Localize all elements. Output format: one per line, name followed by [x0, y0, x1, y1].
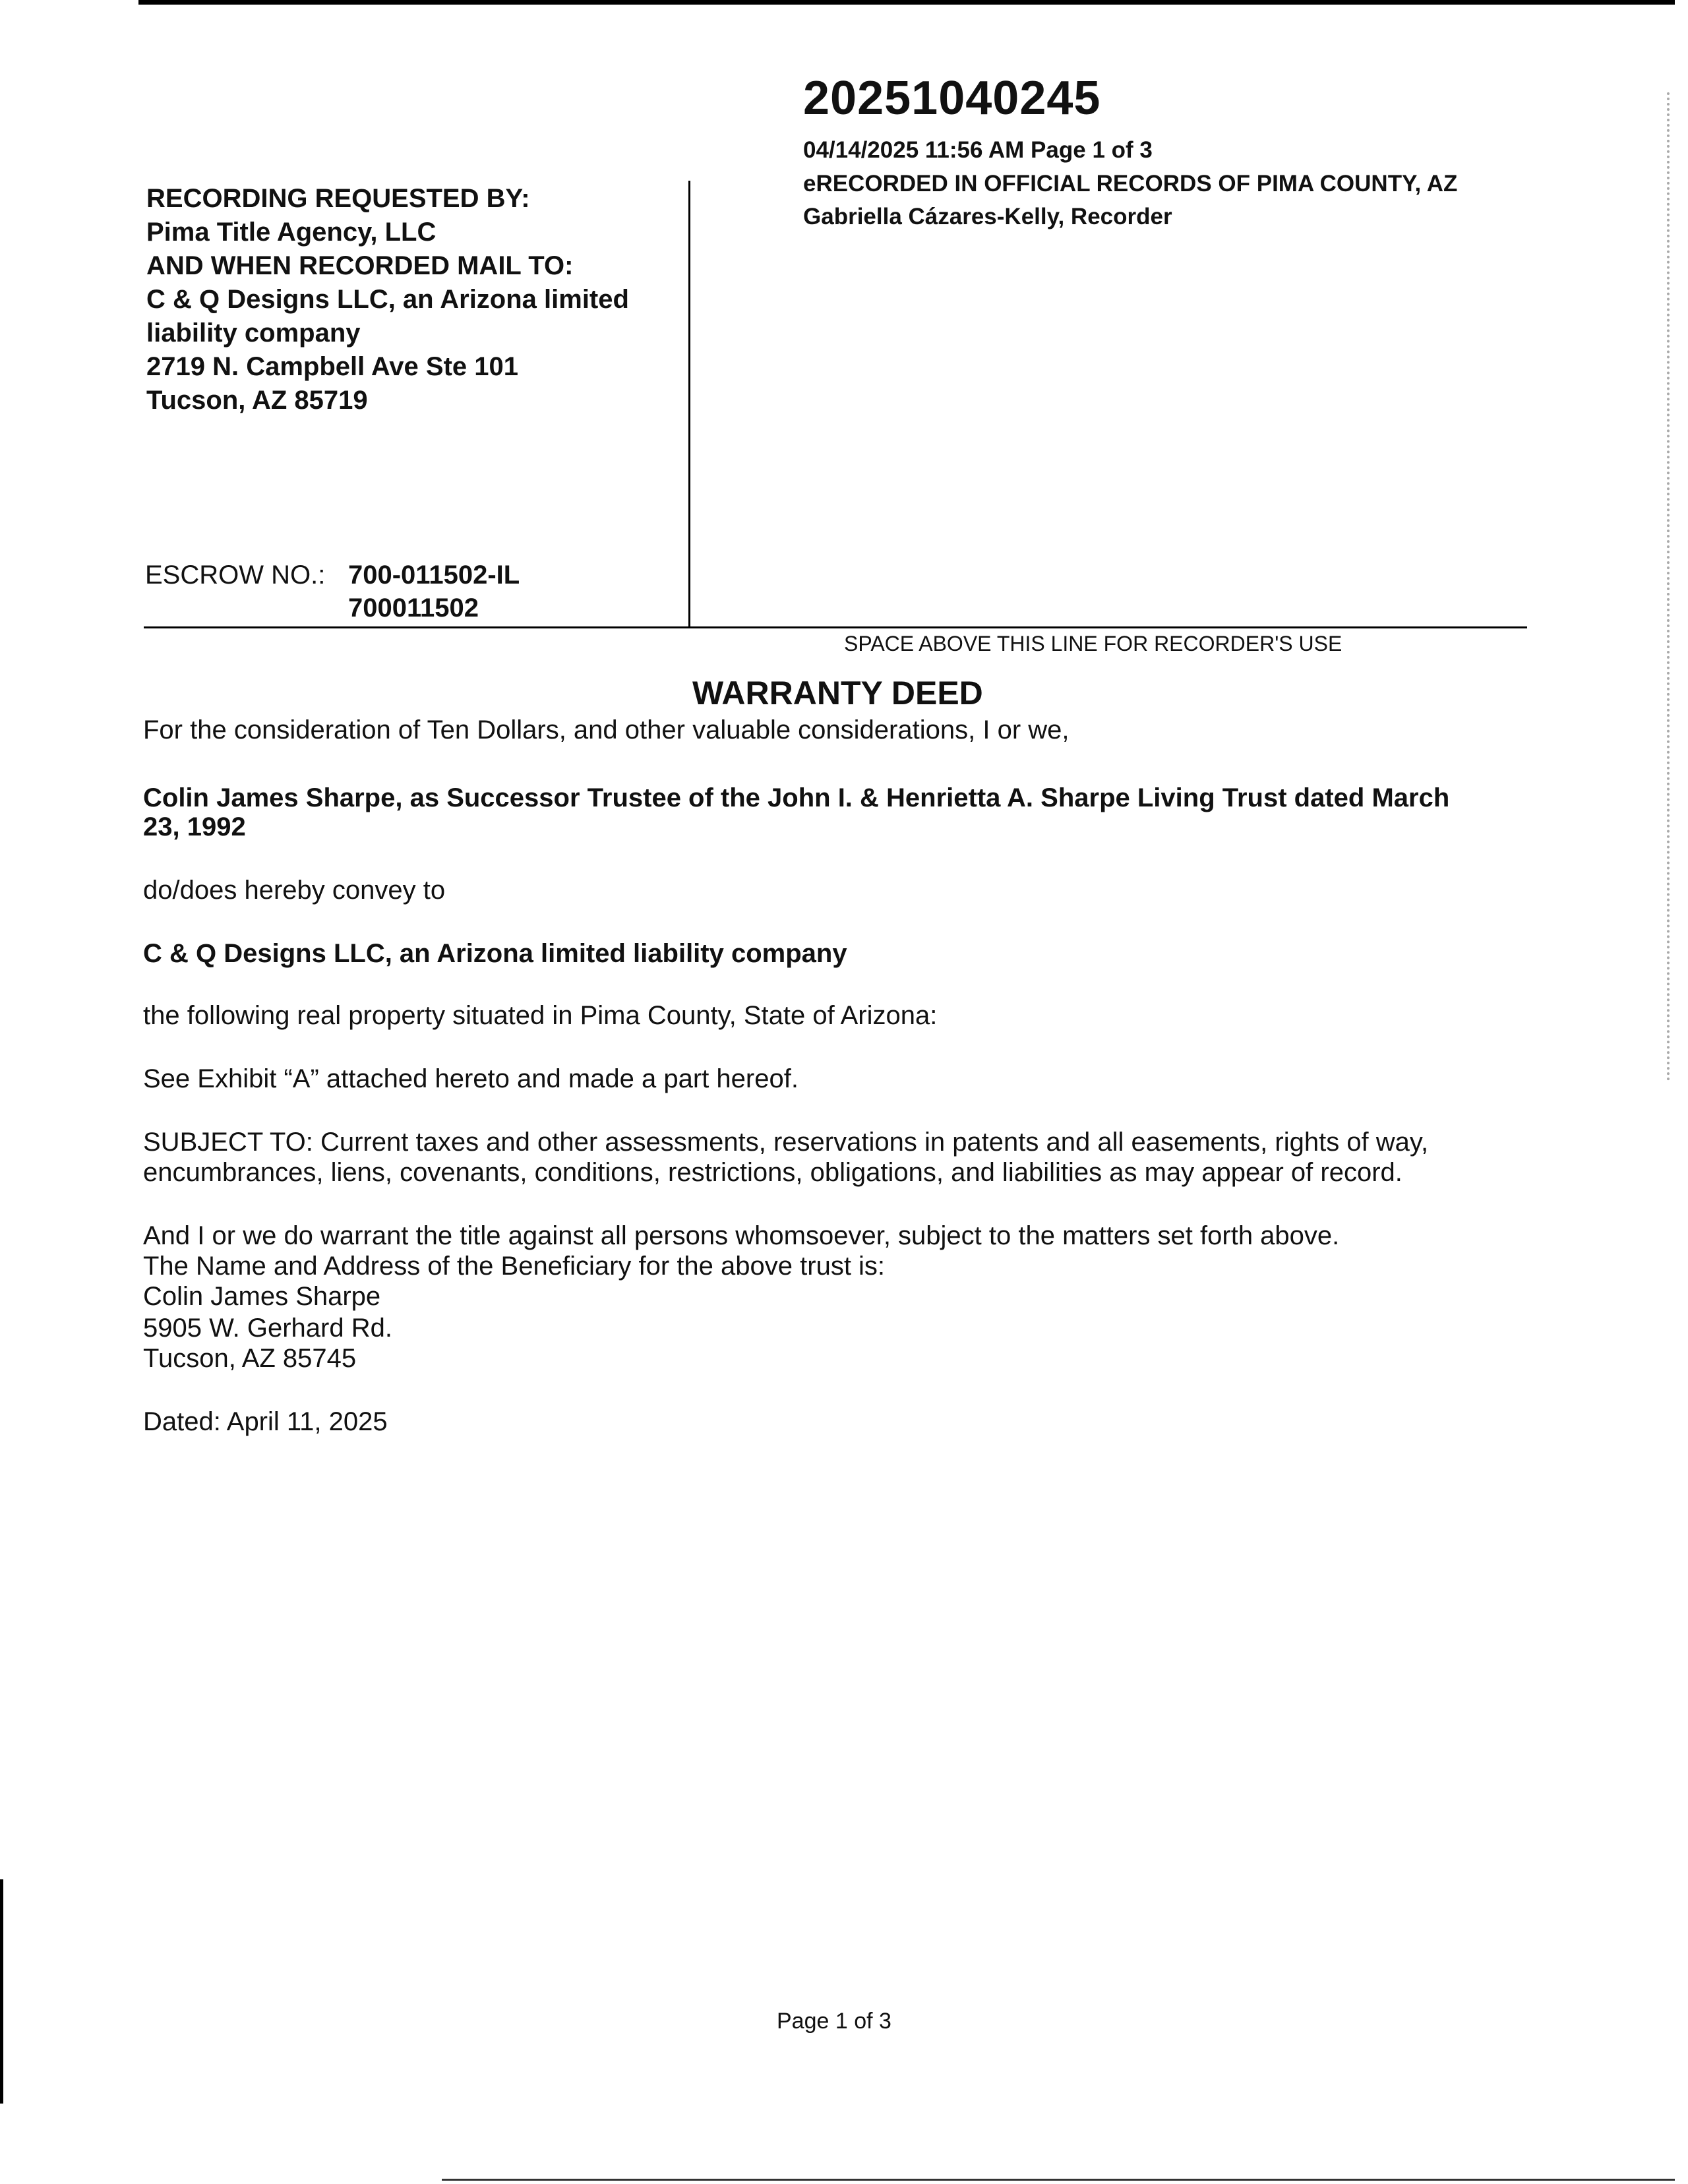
bottom-scan-rule — [442, 2179, 1675, 2181]
escrow-label: ESCROW NO.: — [145, 561, 326, 590]
page-number: Page 1 of 3 — [777, 2009, 891, 2034]
subject-to-line-2: encumbrances, liens, covenants, conditions, restrictions, obligations, and liabilities as may appear of record. — [143, 1158, 1402, 1187]
requested-by-heading: RECORDING REQUESTED BY: — [146, 184, 530, 213]
recording-office: eRECORDED IN OFFICIAL RECORDS OF PIMA COUNTY, AZ — [803, 171, 1458, 197]
deed-title: WARRANTY DEED — [692, 675, 983, 712]
grantor-line-2: 23, 1992 — [143, 812, 246, 841]
recording-datetime: 04/14/2025 11:56 AM Page 1 of 3 — [803, 137, 1153, 163]
beneficiary-street: 5905 W. Gerhard Rd. — [143, 1314, 392, 1343]
mail-to-street: 2719 N. Campbell Ave Ste 101 — [146, 352, 518, 381]
grantor-line-1: Colin James Sharpe, as Successor Trustee of the John I. & Henrietta A. Sharpe Living Trust dated March — [143, 783, 1450, 812]
recording-number: 20251040245 — [803, 72, 1101, 125]
property-text: the following real property situated in Pima County, State of Arizona: — [143, 1001, 938, 1030]
recorder-name: Gabriella Cázares-Kelly, Recorder — [803, 204, 1172, 229]
subject-to-line-1: SUBJECT TO: Current taxes and other assessments, reservations in patents and all easements, rights of way, — [143, 1128, 1429, 1157]
requested-by-agency: Pima Title Agency, LLC — [146, 218, 437, 247]
top-scan-rule — [138, 0, 1675, 5]
scan-edge-dots — [1667, 92, 1672, 1081]
requested-by-block — [146, 182, 629, 417]
grantee-text: C & Q Designs LLC, an Arizona limited liability company — [143, 939, 847, 968]
recorder-space-line — [144, 626, 1527, 628]
consideration-text: For the consideration of Ten Dollars, and other valuable considerations, I or we, — [143, 715, 1070, 744]
beneficiary-name: Colin James Sharpe — [143, 1282, 381, 1311]
mail-to-city: Tucson, AZ 85719 — [146, 386, 368, 415]
dated-text: Dated: April 11, 2025 — [143, 1407, 388, 1436]
convey-text: do/does hereby convey to — [143, 876, 446, 905]
warrant-text: And I or we do warrant the title against all persons whomsoever, subject to the matters set forth above. — [143, 1221, 1340, 1250]
escrow-number-2: 700011502 — [348, 593, 479, 622]
beneficiary-intro: The Name and Address of the Beneficiary for the above trust is: — [143, 1252, 886, 1281]
recorder-space-note: SPACE ABOVE THIS LINE FOR RECORDER'S USE — [844, 632, 1342, 655]
exhibit-text: See Exhibit “A” attached hereto and made a part hereof. — [143, 1064, 799, 1093]
header-vertical-divider — [688, 181, 690, 628]
escrow-number-1: 700-011502-IL — [348, 561, 520, 590]
mail-to-name-line-2: liability company — [146, 318, 361, 348]
mail-to-name-line-1: C & Q Designs LLC, an Arizona limited — [146, 285, 629, 314]
mail-to-heading: AND WHEN RECORDED MAIL TO: — [146, 251, 574, 280]
scan-edge-bar — [0, 1879, 3, 2104]
beneficiary-city: Tucson, AZ 85745 — [143, 1344, 357, 1373]
